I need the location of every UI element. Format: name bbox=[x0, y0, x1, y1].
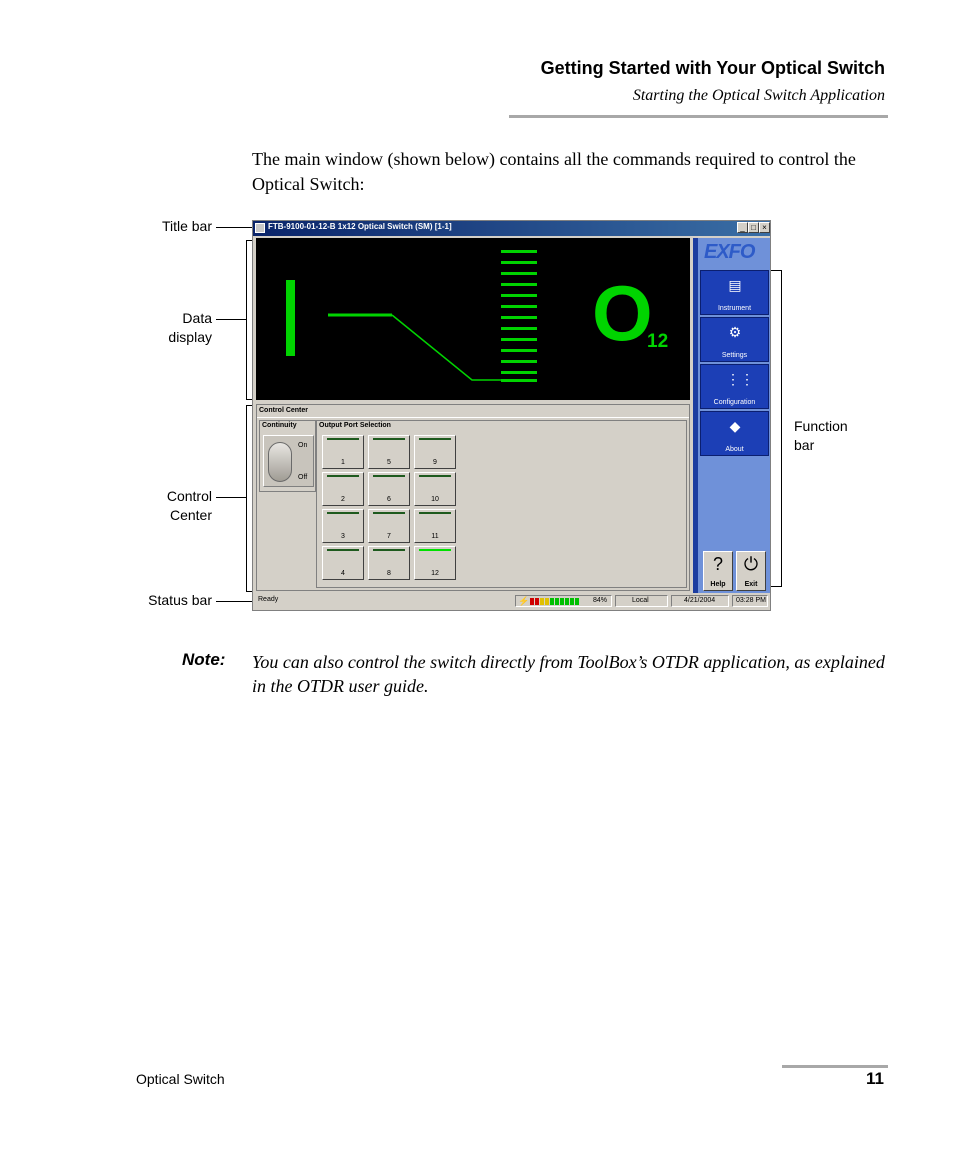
control-center-title: Control Center bbox=[259, 407, 308, 414]
footer-product: Optical Switch bbox=[136, 1071, 225, 1087]
port-indicator bbox=[419, 549, 451, 551]
footer-rule bbox=[782, 1065, 888, 1068]
battery-segment bbox=[540, 598, 544, 605]
port-number: 1 bbox=[341, 459, 345, 466]
chapter-title: Getting Started with Your Optical Switch bbox=[540, 58, 885, 78]
port-button-7[interactable] bbox=[368, 509, 410, 543]
port-tick bbox=[501, 261, 537, 264]
port-tick bbox=[501, 360, 537, 363]
port-indicator bbox=[327, 475, 359, 477]
port-button-8[interactable] bbox=[368, 546, 410, 580]
port-tick bbox=[501, 283, 537, 286]
port-number: 12 bbox=[431, 570, 439, 577]
section-title: Starting the Optical Switch Application bbox=[632, 87, 885, 104]
continuity-toggle[interactable] bbox=[263, 435, 314, 487]
status-text: Ready bbox=[258, 596, 279, 603]
about-icon: ◆ bbox=[729, 418, 741, 434]
callout-line-title-bar bbox=[216, 227, 252, 228]
help-button[interactable] bbox=[703, 551, 733, 591]
port-button-3[interactable] bbox=[322, 509, 364, 543]
callout-line-data-display bbox=[216, 319, 246, 320]
battery-percent: 84% bbox=[593, 597, 608, 604]
battery-segment bbox=[535, 598, 539, 605]
port-tick bbox=[501, 250, 537, 253]
port-number: 8 bbox=[387, 570, 391, 577]
port-indicator bbox=[373, 438, 405, 440]
port-tick bbox=[501, 349, 537, 352]
callout-status-bar: Status bar bbox=[148, 592, 212, 608]
battery-segment bbox=[530, 598, 534, 605]
port-indicator bbox=[327, 438, 359, 440]
port-selection-label: Output Port Selection bbox=[319, 422, 391, 429]
about-label: About bbox=[725, 446, 744, 453]
port-tick bbox=[501, 338, 537, 341]
time-text: 03:28 PM bbox=[732, 595, 768, 607]
port-button-1[interactable] bbox=[322, 435, 364, 469]
instrument-icon: ▤ bbox=[728, 277, 742, 293]
callout-line-status-bar bbox=[216, 601, 252, 602]
note-label: Note: bbox=[182, 650, 226, 669]
port-number: 5 bbox=[387, 459, 391, 466]
port-number: 10 bbox=[431, 496, 439, 503]
port-indicator bbox=[419, 438, 451, 440]
output-port-number: 12 bbox=[647, 331, 669, 352]
port-tick bbox=[501, 294, 537, 297]
toggle-off-label: Off bbox=[298, 474, 308, 481]
battery-segment bbox=[545, 598, 549, 605]
port-number: 3 bbox=[341, 533, 345, 540]
callout-data-display: Data display bbox=[168, 310, 212, 345]
port-indicator bbox=[419, 475, 451, 477]
port-number: 4 bbox=[341, 570, 345, 577]
date-text: 4/21/2004 bbox=[671, 595, 729, 607]
app-window bbox=[252, 220, 771, 611]
data-display bbox=[256, 238, 690, 400]
battery-segment bbox=[560, 598, 564, 605]
port-tick bbox=[501, 305, 537, 308]
port-button-2[interactable] bbox=[322, 472, 364, 506]
instrument-button[interactable] bbox=[700, 270, 769, 315]
port-button-10[interactable] bbox=[414, 472, 456, 506]
port-button-6[interactable] bbox=[368, 472, 410, 506]
port-indicator bbox=[373, 475, 405, 477]
continuity-label: Continuity bbox=[262, 422, 297, 429]
battery-segment bbox=[550, 598, 554, 605]
configuration-button[interactable] bbox=[700, 364, 769, 409]
battery-segment bbox=[555, 598, 559, 605]
port-indicator bbox=[327, 512, 359, 514]
header-rule bbox=[509, 115, 888, 118]
bracket-function-bar bbox=[771, 270, 782, 587]
port-number: 6 bbox=[387, 496, 391, 503]
port-tick bbox=[501, 327, 537, 330]
about-button[interactable] bbox=[700, 411, 769, 456]
port-button-4[interactable] bbox=[322, 546, 364, 580]
port-tick bbox=[501, 316, 537, 319]
port-tick bbox=[501, 371, 537, 374]
instrument-label: Instrument bbox=[717, 305, 752, 312]
port-number: 9 bbox=[433, 459, 437, 466]
divider bbox=[257, 417, 689, 418]
window-title: FTB-9100-01-12-B 1x12 Optical Switch (SM) [1-1] bbox=[268, 222, 452, 231]
port-button-12[interactable] bbox=[414, 546, 456, 580]
settings-button[interactable] bbox=[700, 317, 769, 362]
help-icon: ? bbox=[712, 554, 723, 574]
port-tick bbox=[501, 272, 537, 275]
callout-line-control-center bbox=[216, 497, 246, 498]
output-symbol: O bbox=[592, 269, 653, 357]
exit-label: Exit bbox=[744, 581, 758, 588]
settings-label: Settings bbox=[721, 352, 748, 359]
power-icon: ⏻ bbox=[743, 554, 759, 574]
plug-icon: ⚡ bbox=[518, 596, 530, 606]
function-bar bbox=[693, 238, 770, 593]
battery-segment bbox=[570, 598, 574, 605]
maximize-button[interactable]: □ bbox=[748, 222, 759, 233]
battery-segment bbox=[565, 598, 569, 605]
close-button[interactable]: × bbox=[759, 222, 770, 233]
port-button-5[interactable] bbox=[368, 435, 410, 469]
callout-function-bar: Function bar bbox=[794, 418, 848, 453]
title-bar bbox=[253, 221, 770, 236]
port-indicator bbox=[419, 512, 451, 514]
callout-control-center: Control Center bbox=[166, 488, 212, 523]
intro-paragraph: The main window (shown below) contains all the commands required to control the Optical Switch: bbox=[252, 149, 856, 194]
help-label: Help bbox=[710, 581, 726, 588]
toggle-on-label: On bbox=[298, 442, 308, 449]
configuration-label: Configuration bbox=[713, 399, 756, 406]
port-indicator bbox=[327, 549, 359, 551]
port-indicator bbox=[373, 549, 405, 551]
mode-text: Local bbox=[615, 595, 668, 607]
configuration-icon: ⋮⋮ bbox=[726, 371, 754, 387]
page-number: 11 bbox=[866, 1069, 884, 1088]
port-button-9[interactable] bbox=[414, 435, 456, 469]
app-icon bbox=[255, 223, 265, 233]
port-number: 11 bbox=[431, 533, 439, 540]
battery-segment bbox=[575, 598, 579, 605]
port-tick-active bbox=[501, 379, 537, 382]
note-text: You can also control the switch directly from ToolBox’s OTDR application, as explained in the OTDR user guide. bbox=[252, 652, 885, 696]
callout-title-bar: Title bar bbox=[161, 218, 212, 234]
control-center bbox=[256, 404, 690, 591]
battery-indicator bbox=[515, 595, 612, 607]
settings-icon: ⚙ bbox=[728, 324, 742, 340]
exit-button[interactable] bbox=[736, 551, 766, 591]
continuity-group bbox=[259, 420, 316, 492]
minimize-button[interactable]: _ bbox=[737, 222, 748, 233]
port-number: 7 bbox=[387, 533, 391, 540]
port-button-11[interactable] bbox=[414, 509, 456, 543]
toggle-knob bbox=[268, 442, 292, 482]
port-selection-group bbox=[316, 420, 687, 588]
exfo-logo: EXFO bbox=[704, 241, 755, 263]
port-number: 2 bbox=[341, 496, 345, 503]
status-bar bbox=[254, 594, 769, 609]
port-indicator bbox=[373, 512, 405, 514]
